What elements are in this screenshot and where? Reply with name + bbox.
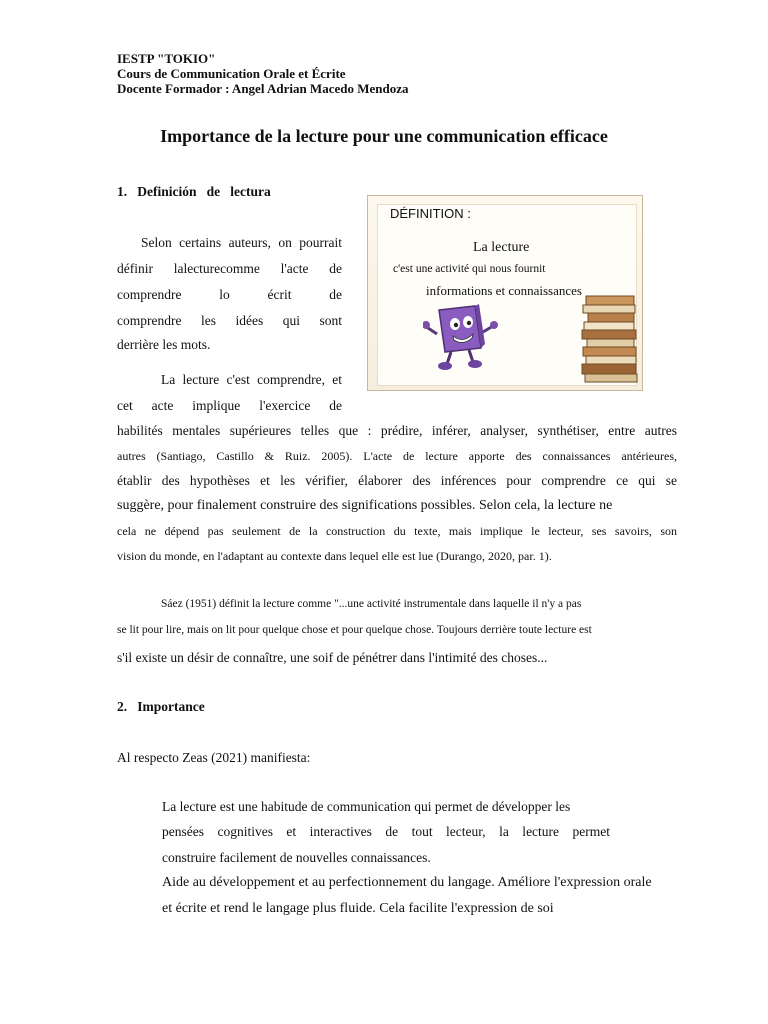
quote1-line-1: Sáez (1951) définit la lecture comme "...une activité instrumentale dans laquelle il n'y a pas [161, 598, 582, 610]
para1-line-2: définir lalecturecomme l'acte de [117, 261, 342, 276]
para2-line-2: autres (Santiago, Castillo & Ruiz. 2005). L'acte de lecture apporte des connaissances antérieures, [117, 449, 677, 463]
para2-line-4: suggère, pour finalement construire des significations possibles. Selon cela, la lecture ne [117, 498, 613, 513]
book-mascot-icon [423, 304, 503, 374]
quote2-line-3: construire facilement de nouvelles connaissances. [162, 850, 431, 865]
para1-line-5: derrière les mots. [117, 337, 211, 352]
quote1-line-2: se lit pour lire, mais on lit pour quelque chose et pour quelque chose. Toujours derrière toute lecture est [117, 624, 592, 636]
header-teacher: Docente Formador : Angel Adrian Macedo Mendoza [117, 81, 409, 96]
para2-line-6: vision du monde, en l'adaptant au contexte dans lequel elle est lue (Durango, 2020, par. 1). [117, 549, 552, 563]
para2-line-5: cela ne dépend pas seulement de la construction du texte, mais implique le lecteur, ses savoirs, son [117, 524, 677, 538]
para1-line-1: Selon certains auteurs, on pourrait [141, 235, 342, 250]
quote2-line-2: pensées cognitives et interactives de tout lecteur, la lecture permet [162, 824, 610, 839]
quote1-line-3: s'il existe un désir de connaître, une soif de pénétrer dans l'intimité des choses... [117, 650, 548, 665]
section-1-heading: 1. Definición de lectura [117, 184, 271, 199]
page-title: Importance de la lecture pour une communication efficace [160, 126, 608, 146]
para2-left-line-1: La lecture c'est comprendre, et [161, 372, 342, 387]
para2-line-1: habilités mentales supérieures telles que : prédire, inférer, analyser, synthétiser, entre autres [117, 423, 677, 438]
figure-line-1: La lecture [473, 240, 530, 255]
quote2-line-4: Aide au développement et au perfectionnement du langage. Améliore l'expression orale [162, 875, 652, 890]
book-stack-icon [580, 292, 640, 388]
figure-line-3: informations et connaissances [426, 283, 582, 298]
para1-line-3: comprendre lo écrit de [117, 287, 342, 302]
para2-left-line-2: cet acte implique l'exercice de [117, 398, 342, 413]
section-2-intro: Al respecto Zeas (2021) manifiesta: [117, 750, 311, 765]
section-2-heading: 2. Importance [117, 699, 205, 714]
figure-line-2: c'est une activité qui nous fournit [393, 263, 546, 275]
header-institution: IESTP "TOKIO" [117, 51, 216, 66]
quote2-line-1: La lecture est une habitude de communication qui permet de développer les [162, 799, 571, 814]
definition-figure [367, 195, 643, 391]
quote2-line-5: et écrite et rend le langage plus fluide. Cela facilite l'expression de soi [162, 901, 554, 916]
para1-line-4: comprendre les idées qui sont [117, 313, 342, 328]
para2-line-3: établir des hypothèses et les vérifier, élaborer des inférences pour comprendre ce qui se [117, 473, 677, 488]
figure-label: DÉFINITION : [390, 206, 471, 221]
header-course: Cours de Communication Orale et Écrite [117, 66, 346, 81]
